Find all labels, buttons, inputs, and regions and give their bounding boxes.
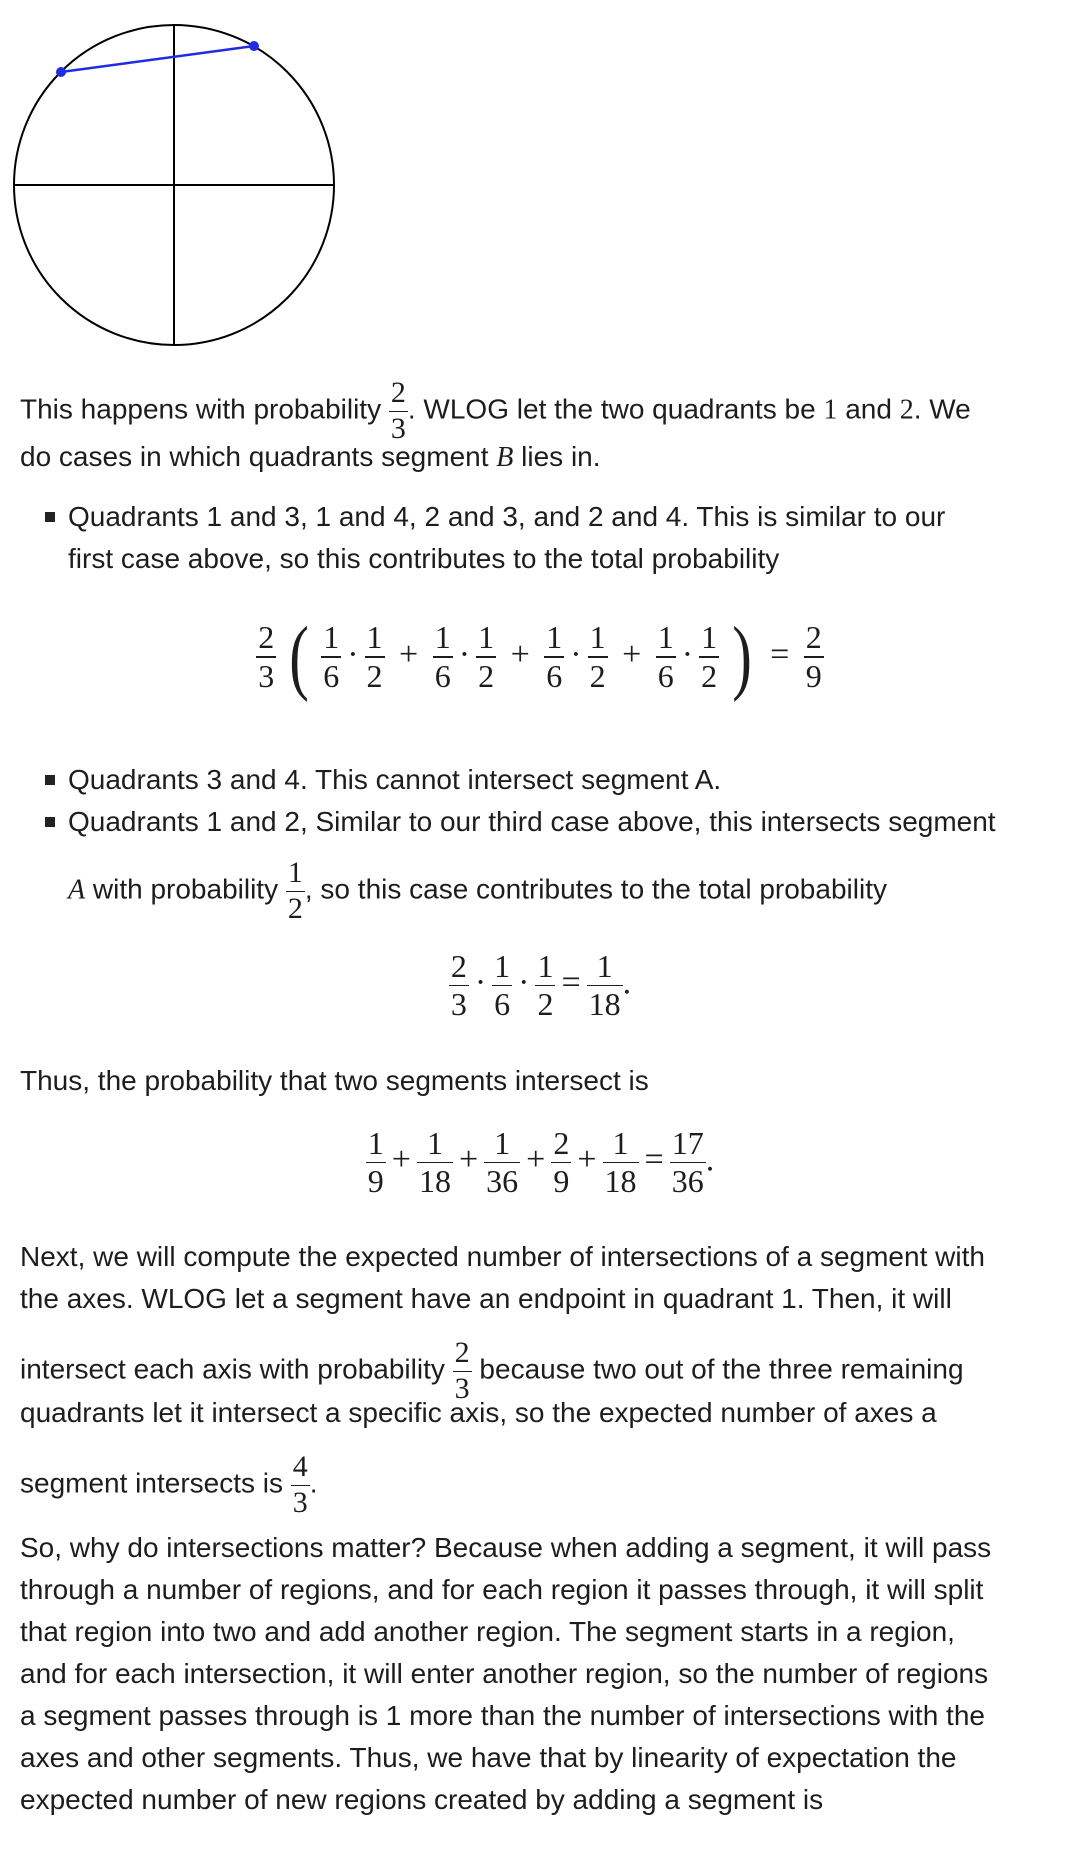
fraction <box>699 619 719 694</box>
denominator: 6 <box>546 657 563 694</box>
numerator: 1 <box>596 948 613 984</box>
numerator: 1 <box>537 948 554 984</box>
denominator: 18 <box>588 986 621 1023</box>
fraction <box>365 619 385 694</box>
fraction <box>535 948 555 1023</box>
numerator: 2 <box>805 619 822 656</box>
text: segment intersects is <box>20 1467 291 1499</box>
numerator: 1 <box>546 619 563 656</box>
paragraph-regions-line-1: So, why do intersections matter? Because when adding a segment, it will pass <box>20 1532 992 1563</box>
denominator: 36 <box>671 1163 704 1200</box>
numerator: 2 <box>454 1336 470 1369</box>
paragraph-regions-line-4: and for each intersection, it will enter another region, so the number of regions <box>20 1658 989 1689</box>
text: do cases in which quadrants segment <box>20 441 497 472</box>
numerator: 1 <box>657 619 674 656</box>
denominator: 3 <box>258 657 275 694</box>
numerator: 1 <box>701 619 718 656</box>
bullet-marker <box>45 775 55 785</box>
denominator: 6 <box>434 657 451 694</box>
numerator: 17 <box>671 1125 704 1161</box>
fraction <box>656 619 676 694</box>
fraction <box>587 948 623 1023</box>
bullet-1-line-1: Quadrants 1 and 3, 1 and 4, 2 and 3, and 2 and 4. This is similar to our <box>68 501 946 532</box>
math-2: 2 <box>899 394 914 426</box>
text: lies in. <box>513 441 601 472</box>
denominator: 18 <box>418 1163 451 1200</box>
fraction <box>551 1125 571 1200</box>
bullet-3-line-1: Quadrants 1 and 2, Similar to our third case above, this intersects segment <box>68 806 996 837</box>
text: and <box>837 393 900 425</box>
fraction <box>670 1125 706 1200</box>
right-paren: ) <box>731 610 752 703</box>
segment-endpoint-left <box>56 67 66 77</box>
equation-bullet-3: $\frac{2}{3}$ · $\frac{1}{6}$ · $\frac{1}{2}$ = $\frac{1}{18}$ . <box>450 948 632 1023</box>
fraction <box>476 619 496 694</box>
bullet-marker <box>45 817 55 827</box>
paragraph-axes-line-1: Next, we will compute the expected number of intersections of a segment with <box>20 1241 985 1272</box>
denominator: 9 <box>367 1163 384 1200</box>
denominator: 6 <box>657 657 674 694</box>
paragraph-intersect-probability: Thus, the probability that two segments intersect is <box>20 1065 649 1096</box>
numerator: 2 <box>258 619 275 656</box>
paragraph-regions-line-3: that region into two and add another region. The segment starts in a region, <box>20 1616 955 1647</box>
text: . We <box>913 393 971 425</box>
paragraph-regions-line-5: a segment passes through is 1 more than the number of intersections with the <box>20 1700 985 1731</box>
paragraph-regions-line-7: expected number of new regions created by adding a segment is <box>20 1784 824 1815</box>
text: intersect each axis with probability <box>20 1353 453 1385</box>
equation-bullet-1: $\frac{2}{3}$ ( $\frac{1}{6}$ · $\frac{1}{2}$ + $\frac{1}{6}$ · $\frac{1}{2}$ + $\frac{1}{6}$ · $\frac{1}{2}$ + $\frac{1}{6}$ · $\frac{1}{2}$ ) = $\frac{2}{9}$ <box>258 610 822 703</box>
fraction-four-thirds <box>291 1450 310 1521</box>
numerator: 4 <box>292 1450 308 1483</box>
numerator: 1 <box>323 619 340 656</box>
denominator: 3 <box>454 1372 470 1405</box>
denominator: 2 <box>589 657 606 694</box>
paragraph-regions-line-2: through a number of regions, and for each region it passes through, it will split <box>20 1574 984 1605</box>
denominator: 6 <box>323 657 340 694</box>
numerator: 1 <box>494 1125 511 1161</box>
bullet-1-line-2: first case above, so this contributes to the total probability <box>68 543 780 574</box>
bullet-3-line-2 <box>68 856 1060 927</box>
denominator: 2 <box>366 657 383 694</box>
denominator: 3 <box>292 1486 308 1519</box>
numerator: 1 <box>287 856 303 889</box>
denominator: 3 <box>390 412 406 445</box>
paragraph-cases-line <box>20 436 1060 479</box>
numerator: 1 <box>612 1125 629 1161</box>
paragraph-axes-line-5 <box>20 1450 1060 1521</box>
fraction-one-half <box>286 856 305 927</box>
numerator: 1 <box>494 948 511 984</box>
fraction <box>366 1125 386 1200</box>
text: with probability <box>85 873 286 905</box>
left-paren: ( <box>288 610 309 703</box>
denominator: 2 <box>287 892 303 925</box>
math-A: A <box>68 874 86 906</box>
fraction <box>544 619 564 694</box>
equation-total-probability: $\frac{1}{9}$ + $\frac{1}{18}$ + $\frac{1}{36}$ + $\frac{2}{9}$ + $\frac{1}{18}$ = $\frac{17}{36}$ . <box>367 1125 715 1200</box>
numerator: 2 <box>553 1125 570 1161</box>
text: because two out of the three remaining <box>471 1353 964 1385</box>
text: . <box>309 1467 318 1499</box>
fraction <box>804 619 824 694</box>
denominator: 2 <box>537 986 554 1023</box>
fraction <box>449 948 469 1023</box>
circle-diagram <box>0 0 1080 360</box>
fraction <box>588 619 608 694</box>
fraction <box>492 948 512 1023</box>
denominator: 9 <box>805 657 822 694</box>
numerator: 1 <box>478 619 495 656</box>
paragraph-axes-line-2: the axes. WLOG let a segment have an endpoint in quadrant 1. Then, it will <box>20 1283 952 1314</box>
math-B: B <box>496 442 514 473</box>
text: , so this case contributes to the total probability <box>304 873 887 905</box>
segment-endpoint-right <box>249 41 259 51</box>
bullet-2-text: Quadrants 3 and 4. This cannot intersect segment A. <box>68 764 722 795</box>
numerator: 2 <box>450 948 467 984</box>
text: This happens with probability <box>20 393 382 425</box>
math-1: 1 <box>823 394 838 426</box>
denominator: 9 <box>553 1163 570 1200</box>
denominator: 3 <box>450 986 467 1023</box>
denominator: 6 <box>494 986 511 1023</box>
paragraph-regions-line-6: axes and other segments. Thus, we have that by linearity of expectation the <box>20 1742 957 1773</box>
paragraph-axes-line-4: quadrants let it intersect a specific axis, so the expected number of axes a <box>20 1397 937 1428</box>
fraction <box>603 1125 639 1200</box>
fraction <box>417 1125 453 1200</box>
numerator: 1 <box>426 1125 443 1161</box>
text: . WLOG let the two quadrants be <box>407 393 824 425</box>
fraction <box>433 619 453 694</box>
bullet-marker <box>45 512 55 522</box>
numerator: 1 <box>367 1125 384 1161</box>
denominator: 2 <box>701 657 718 694</box>
denominator: 36 <box>486 1163 519 1200</box>
numerator: 2 <box>390 376 406 409</box>
denominator: 2 <box>478 657 495 694</box>
numerator: 1 <box>366 619 383 656</box>
fraction <box>256 619 276 694</box>
fraction <box>321 619 341 694</box>
numerator: 1 <box>589 619 606 656</box>
fraction <box>484 1125 520 1200</box>
denominator: 18 <box>604 1163 637 1200</box>
numerator: 1 <box>434 619 451 656</box>
